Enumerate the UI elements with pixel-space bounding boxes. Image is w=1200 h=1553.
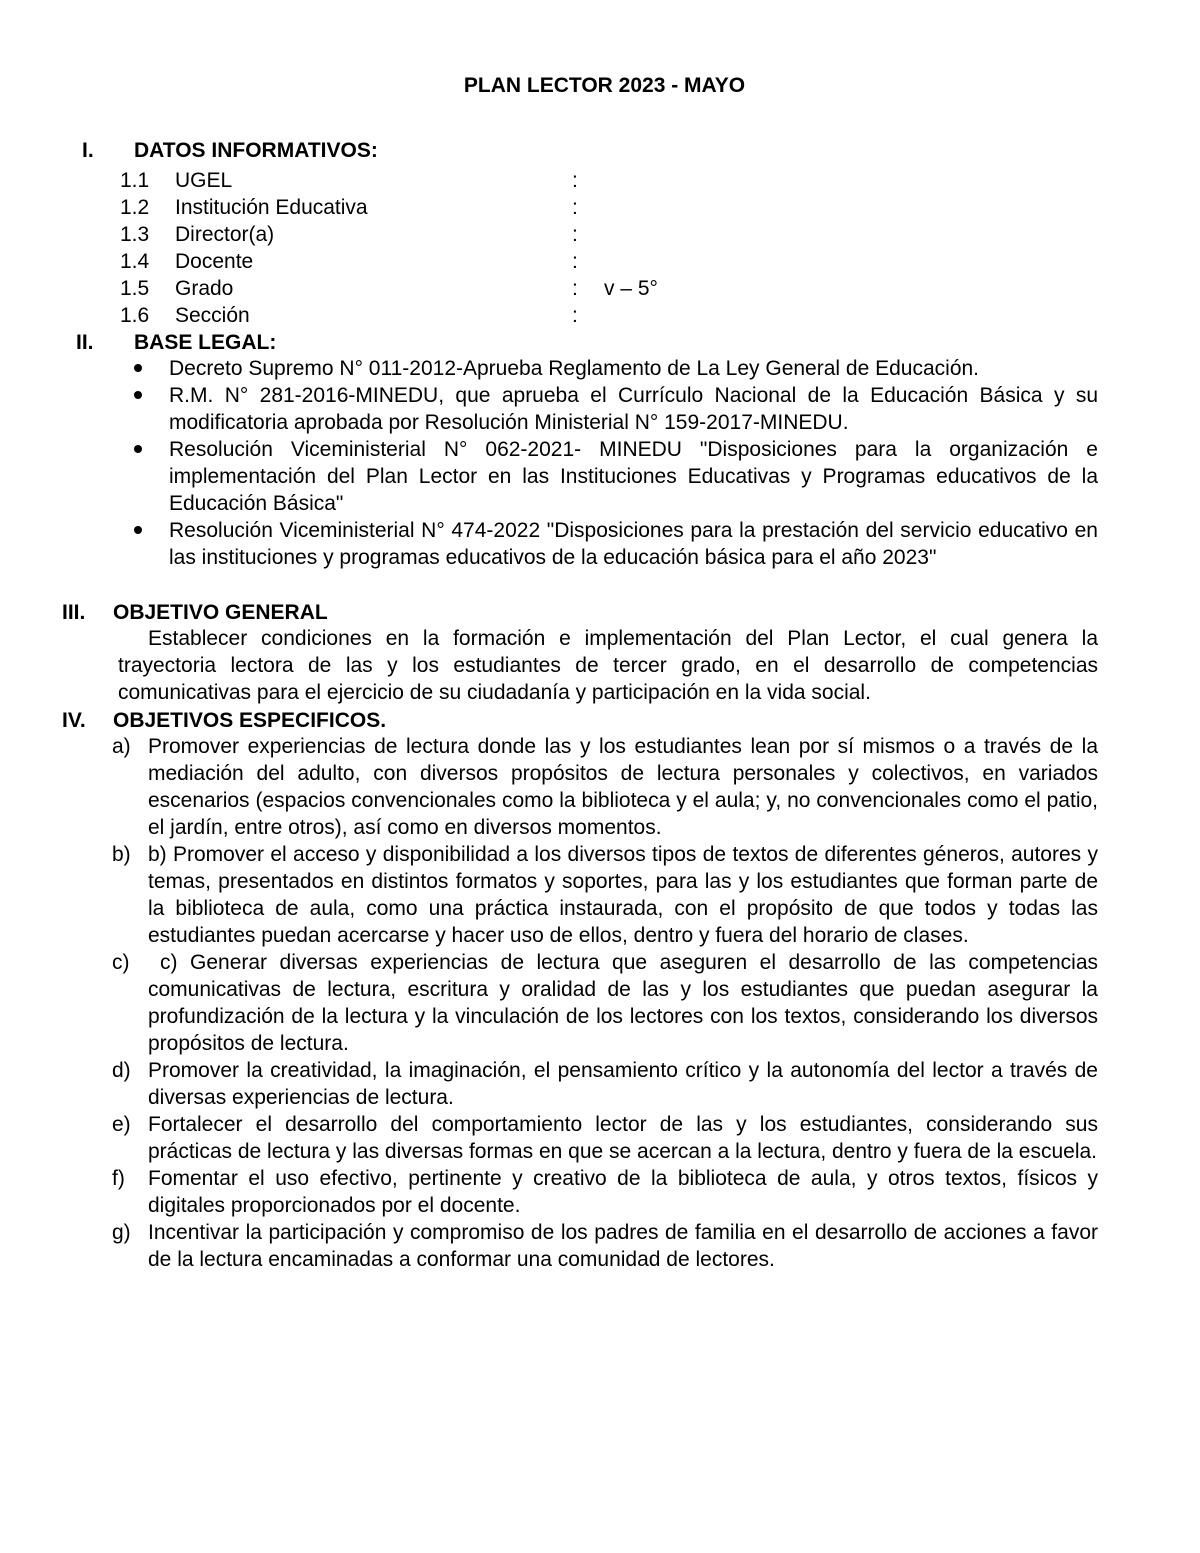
datos-number: 1.5 [120,277,150,300]
section-number: I. [82,139,94,162]
datos-label: Sección [175,304,250,327]
list-item-letter: a) [112,735,131,758]
list-item-text: Decreto Supremo N° 011-2012-Aprueba Reglamento de La Ley General de Educación. [169,357,980,380]
list-item-text: Promover experiencias de lectura donde las y los estudiantes lean por sí mismos o a través de la mediación del adulto, con diversos propósitos de lectura personales y colectivos, en variados escenarios (espacios convencionales como la biblioteca y el aula; y, no convencionales como el patio, el jardín, entre otros), así como en diversos momentos. [148,735,1098,839]
bullet-icon [134,526,142,534]
list-item-text: Resolución Viceministerial N° 474-2022 "Disposiciones para la prestación del servicio educativo en las instituciones y programas educativos de la educación básica para el año 2023" [169,519,1098,569]
list-item-letter: b) [112,843,131,866]
list-item [120,517,1098,571]
datos-label: Docente [175,250,254,273]
datos-colon: : [572,304,578,327]
section-number: III. [62,601,86,624]
base-legal-list [120,355,1098,571]
datos-label: Institución Educativa [175,196,368,219]
section-title: OBJETIVO GENERAL [113,601,328,624]
datos-label: Director(a) [175,223,275,246]
datos-colon: : [572,196,578,219]
datos-number: 1.6 [120,304,150,327]
datos-number: 1.3 [120,223,150,246]
list-item-letter: d) [112,1059,131,1082]
section-title: BASE LEGAL: [134,331,277,354]
list-item [112,1111,1098,1165]
list-item-text: R.M. N° 281-2016-MINEDU, que aprueba el Currículo Nacional de la Educación Básica y su modificatoria aprobada por Resolución Ministerial N° 159-2017-MINEDU. [169,384,1098,434]
datos-number: 1.2 [120,196,150,219]
list-item-text: Resolución Viceministerial N° 062-2021- MINEDU "Disposiciones para la organización e implementación del Plan Lector en las Instituciones Educativas y Programas educativos de la Educación Básica" [169,438,1098,515]
section-title: DATOS INFORMATIVOS: [134,139,378,162]
datos-colon: : [572,277,578,300]
datos-colon: : [572,169,578,192]
bullet-icon [134,391,142,399]
list-item [112,733,1098,841]
bullet-icon [134,445,142,453]
list-item-letter: e) [112,1113,131,1136]
bullet-icon [134,364,142,372]
datos-label: UGEL [175,169,233,192]
list-item-text: c) Generar diversas experiencias de lectura que aseguren el desarrollo de las competencias comunicativas de lectura, escritura y oralidad de las y los estudiantes que puedan asegurar la profundización de la lectura y la vinculación de los lectores con los textos, considerando los diversos propósitos de lectura. [148,951,1098,1055]
list-item [112,1057,1098,1111]
list-item [112,841,1098,949]
list-item-letter: f) [112,1167,125,1190]
section-title: OBJETIVOS ESPECIFICOS. [113,709,387,732]
datos-number: 1.4 [120,250,150,273]
list-item [120,382,1098,436]
datos-colon: : [572,250,578,273]
list-item-text: Fortalecer el desarrollo del comportamiento lector de las y los estudiantes, considerando sus prácticas de lectura y las diversas formas en que se acercan a la lectura, dentro y fuera de la escuela. [148,1113,1098,1163]
datos-number: 1.1 [120,169,150,192]
section-number: IV. [62,709,86,732]
list-item-text: Incentivar la participación y compromiso de los padres de familia en el desarrollo de acciones a favor de la lectura encaminadas a conformar una comunidad de lectores. [148,1221,1098,1271]
list-item [120,355,1098,382]
objetivos-especificos-list [112,733,1098,1273]
document-title: PLAN LECTOR 2023 - MAYO [463,74,746,97]
list-item [112,1219,1098,1273]
datos-label: Grado [175,277,234,300]
list-item [112,1165,1098,1219]
list-item-text: b) Promover el acceso y disponibilidad a los diversos tipos de textos de diferentes géneros, autores y temas, presentados en distintos formatos y soportes, para las y los estudiantes que forman parte de la biblioteca de aula, como una práctica instaurada, con el propósito de que todos y todas las estudiantes puedan acercarse y hacer uso de ellos, dentro y fuera del horario de clases. [148,843,1098,947]
list-item-letter: c) [112,951,130,974]
list-item [120,436,1098,517]
section-number: II. [76,331,94,354]
list-item-letter: g) [112,1221,131,1244]
list-item-text: Promover la creatividad, la imaginación, el pensamiento crítico y la autonomía del lector a través de diversas experiencias de lectura. [148,1059,1098,1109]
datos-value: v – 5° [604,277,658,300]
datos-colon: : [572,223,578,246]
list-item [112,949,1098,1057]
list-item-text: Fomentar el uso efectivo, pertinente y creativo de la biblioteca de aula, y otros textos, físicos y digitales proporcionados por el docente. [148,1167,1098,1217]
objetivo-general-text: Establecer condiciones en la formación e implementación del Plan Lector, el cual genera la trayectoria lectora de las y los estudiantes de tercer grado, en el desarrollo de competencias comunicativas para el ejercicio de su ciudadanía y participación en la vida social. [118,627,1098,704]
